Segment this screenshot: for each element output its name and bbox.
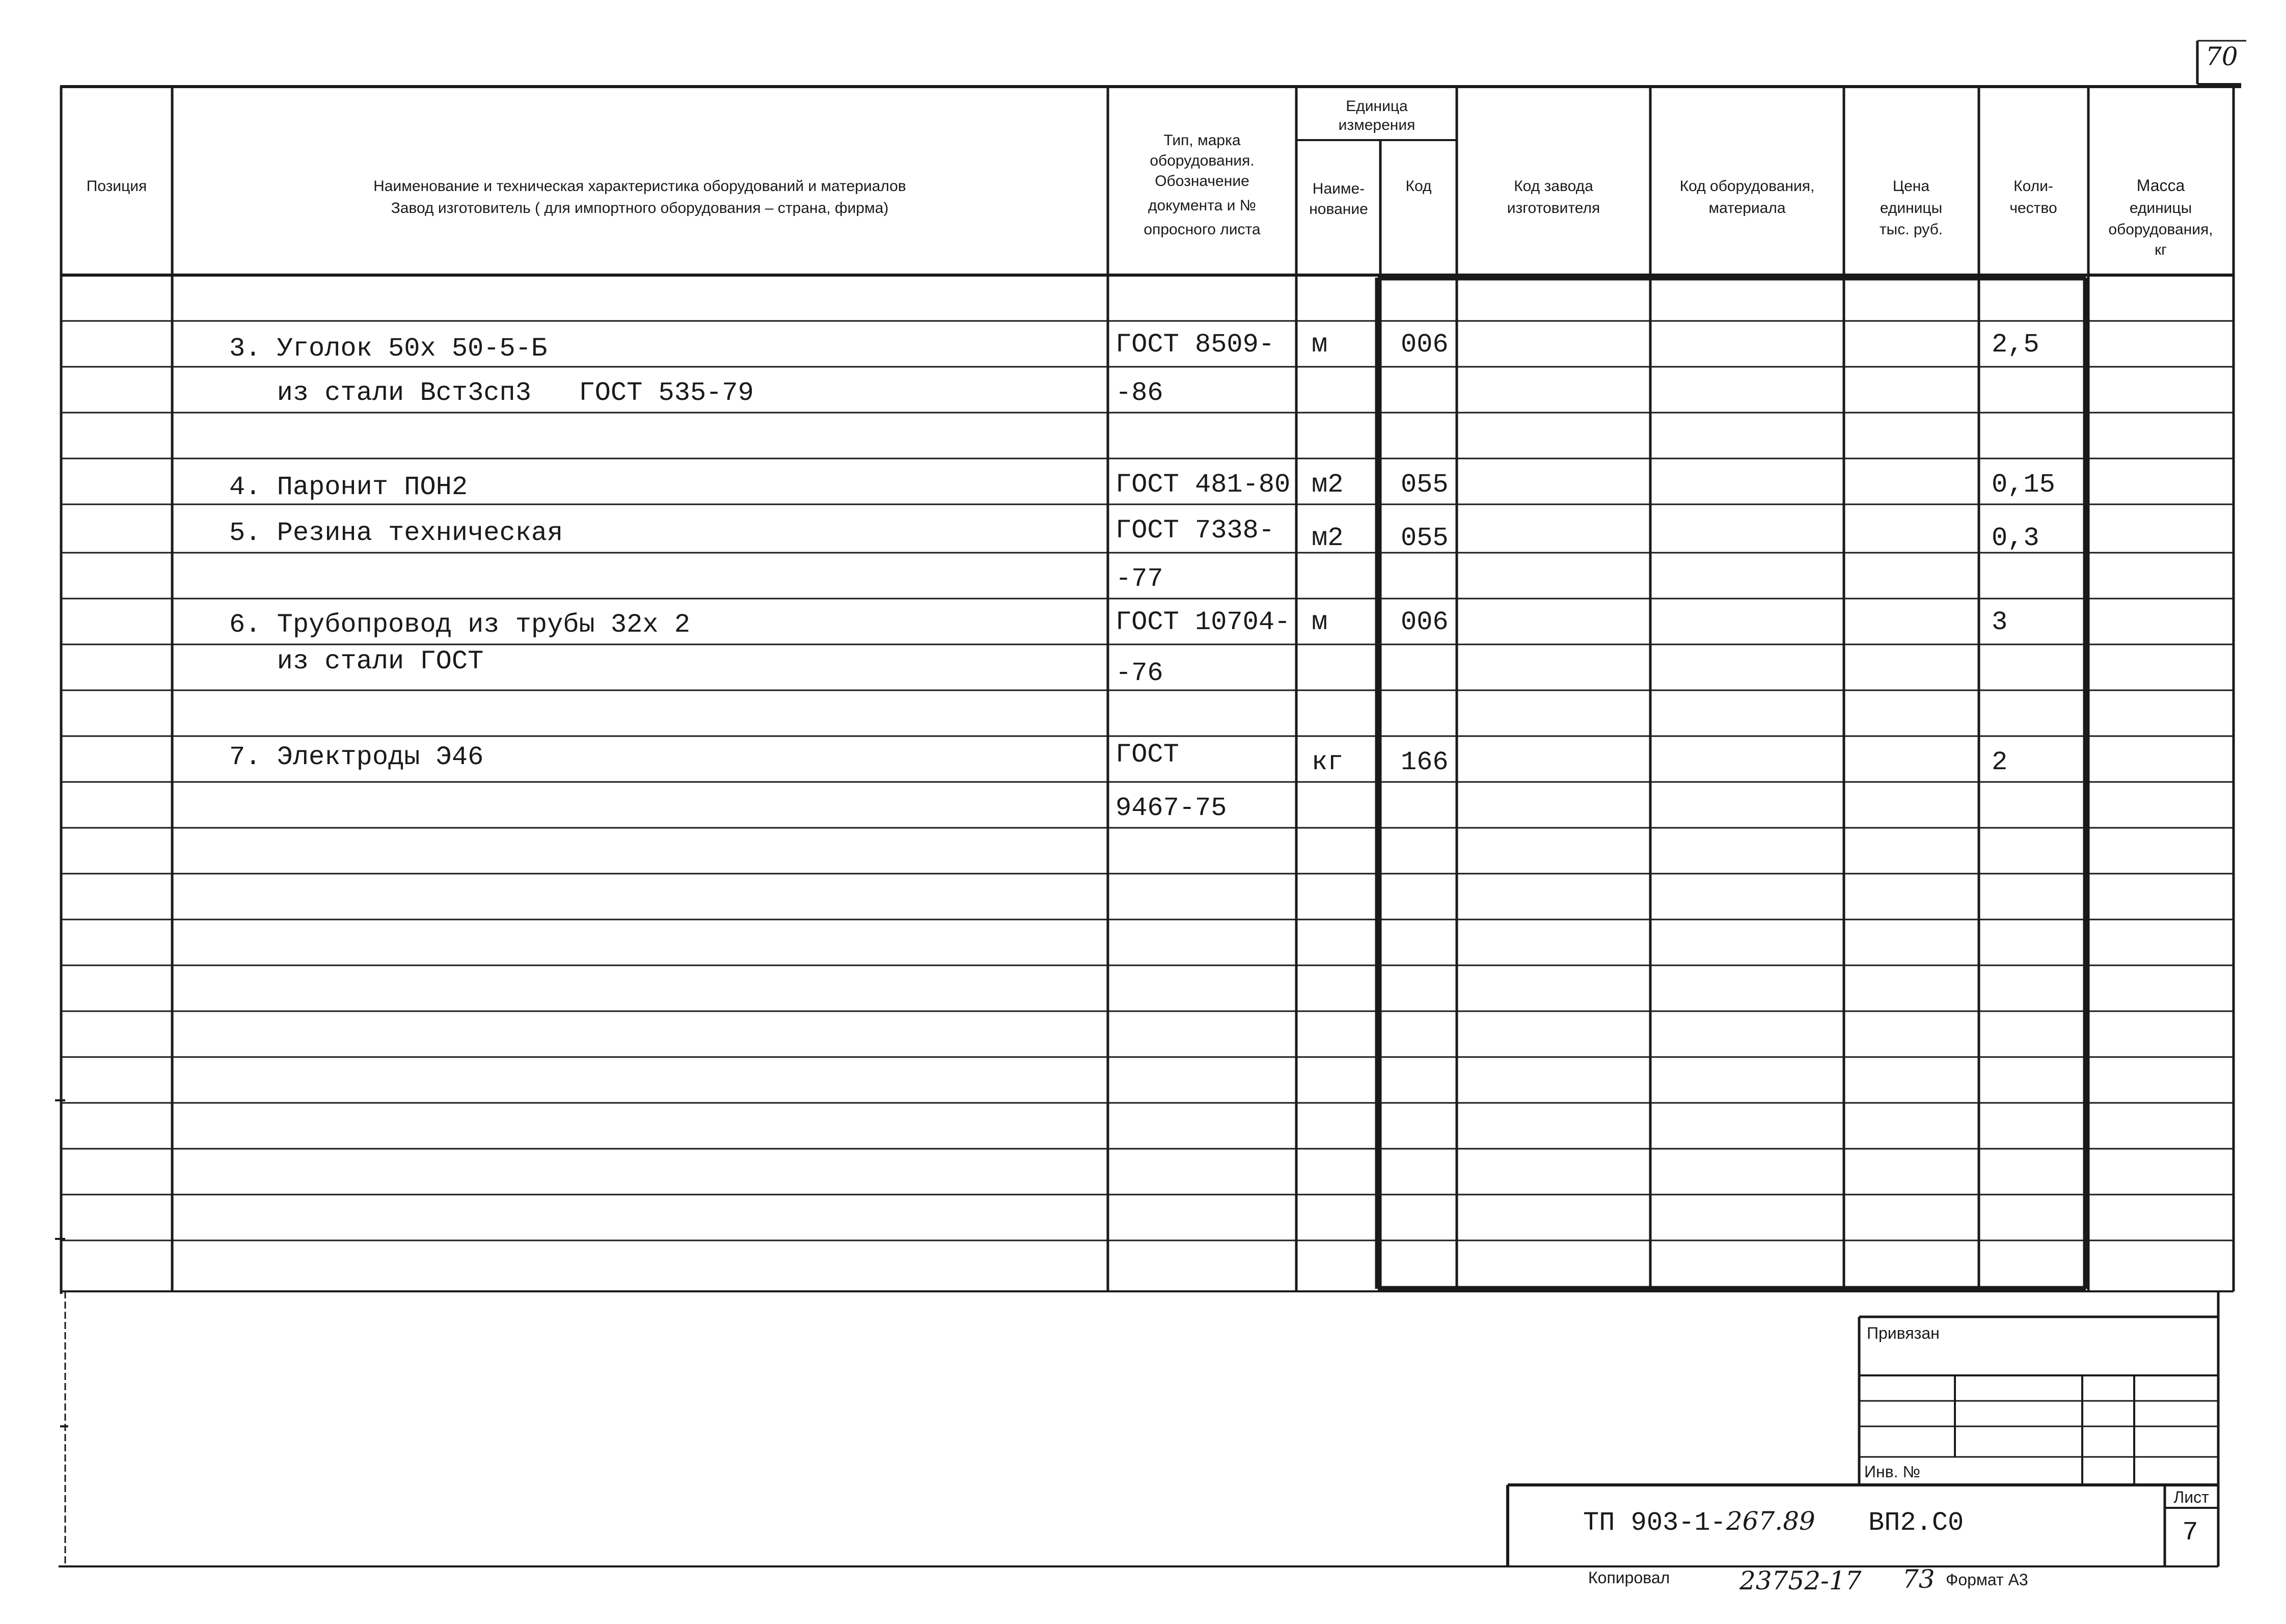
- document-code: [1583, 1506, 1815, 1538]
- page-number: 70: [2206, 42, 2238, 71]
- row-doc: ГОСТ: [1115, 740, 1179, 770]
- row-doc: ГОСТ 8509-: [1115, 330, 1275, 360]
- row-name: из стали ГОСТ: [229, 646, 484, 676]
- row-unit: м2: [1312, 523, 1344, 553]
- row-name: из стали Вст3сп3 ГОСТ 535-79: [229, 378, 754, 408]
- header-mass-line: единицы: [2129, 200, 2192, 216]
- row-name: 6. Трубопровод из трубы 32х 2: [229, 610, 690, 640]
- row-qty: 0,3: [1992, 523, 2039, 553]
- sheet-label: Лист: [2173, 1488, 2209, 1506]
- row-qty: 0,15: [1992, 470, 2055, 500]
- header-price-line: единицы: [1880, 200, 1943, 216]
- header-position: Позиция: [86, 178, 147, 195]
- header-type-line: Обозначение: [1155, 173, 1249, 190]
- header-equipment-code-line: Код оборудования,: [1679, 178, 1815, 195]
- header-quantity-line: чество: [2009, 200, 2057, 216]
- document-code-handwritten: 267.89: [1726, 1506, 1815, 1536]
- document-mark: ВП2.С0: [1868, 1508, 1964, 1538]
- row-unit: кг: [1312, 747, 1344, 777]
- header-price-line: Цена: [1892, 178, 1930, 195]
- row-code: 006: [1401, 330, 1449, 360]
- header-mass-line: Масса: [2136, 176, 2185, 195]
- row-qty: 2: [1992, 747, 2008, 777]
- row-name: 7. Электроды Э46: [229, 742, 484, 772]
- header-unit-code: Код: [1405, 178, 1432, 195]
- header-type-line: оборудования.: [1150, 152, 1255, 169]
- copied-label: Копировал: [1588, 1568, 1670, 1587]
- row-unit: м2: [1312, 470, 1344, 500]
- order-suffix: 73: [1902, 1564, 1935, 1594]
- row-name: 4. Паронит ПОН2: [229, 472, 468, 502]
- row-name: 3. Уголок 50х 50-5-Б: [229, 334, 548, 364]
- header-unit-name-line: Наиме-: [1312, 180, 1365, 197]
- row-code: 166: [1401, 747, 1449, 777]
- header-unit-group-line: Единица: [1346, 98, 1408, 115]
- row-code: 006: [1401, 607, 1449, 637]
- row-doc: 9467-75: [1115, 793, 1227, 823]
- order-number: 23752-17: [1739, 1566, 1862, 1595]
- sheet-number: 7: [2182, 1518, 2198, 1548]
- row-code: 055: [1401, 523, 1449, 553]
- header-unit-group-line: измерения: [1338, 117, 1416, 133]
- row-doc: -76: [1115, 658, 1163, 688]
- row-qty: 3: [1992, 607, 2008, 637]
- bound-label: Привязан: [1867, 1324, 1940, 1342]
- row-doc: ГОСТ 10704-: [1115, 607, 1291, 637]
- header-type-line: Тип, марка: [1163, 132, 1241, 149]
- row-name: 5. Резина техническая: [229, 518, 563, 548]
- row-code: 055: [1401, 470, 1449, 500]
- row-doc: ГОСТ 7338-: [1115, 516, 1275, 546]
- row-doc: ГОСТ 481-80: [1115, 470, 1291, 500]
- format-label: Формат А3: [1946, 1571, 2028, 1589]
- row-unit: м: [1312, 607, 1328, 637]
- header-mass-line: кг: [2154, 241, 2167, 258]
- row-qty: 2,5: [1992, 330, 2039, 360]
- header-equipment-code-line: материала: [1708, 200, 1786, 216]
- header-factory-code-line: Код завода: [1514, 178, 1593, 195]
- header-price-line: тыс. руб.: [1879, 221, 1943, 238]
- document-code-prefix: ТП 903-1-: [1583, 1508, 1726, 1538]
- row-unit: м: [1312, 330, 1328, 360]
- header-mass-line: оборудования,: [2108, 221, 2213, 238]
- row-doc: -86: [1115, 378, 1163, 408]
- header-type-line: опросного листа: [1144, 221, 1261, 238]
- inv-label: Инв. №: [1864, 1463, 1920, 1481]
- header-factory-code-line: изготовителя: [1507, 200, 1600, 216]
- header-unit-name-line: нование: [1309, 201, 1368, 218]
- row-doc: -77: [1115, 564, 1163, 594]
- header-name-line1: Наименование и техническая характеристика оборудований и материалов: [373, 178, 906, 195]
- header-type-line: документа и №: [1148, 197, 1256, 214]
- header-quantity-line: Коли-: [2013, 178, 2053, 195]
- header-name-line2: Завод изготовитель ( для импортного оборудования – страна, фирма): [391, 200, 889, 216]
